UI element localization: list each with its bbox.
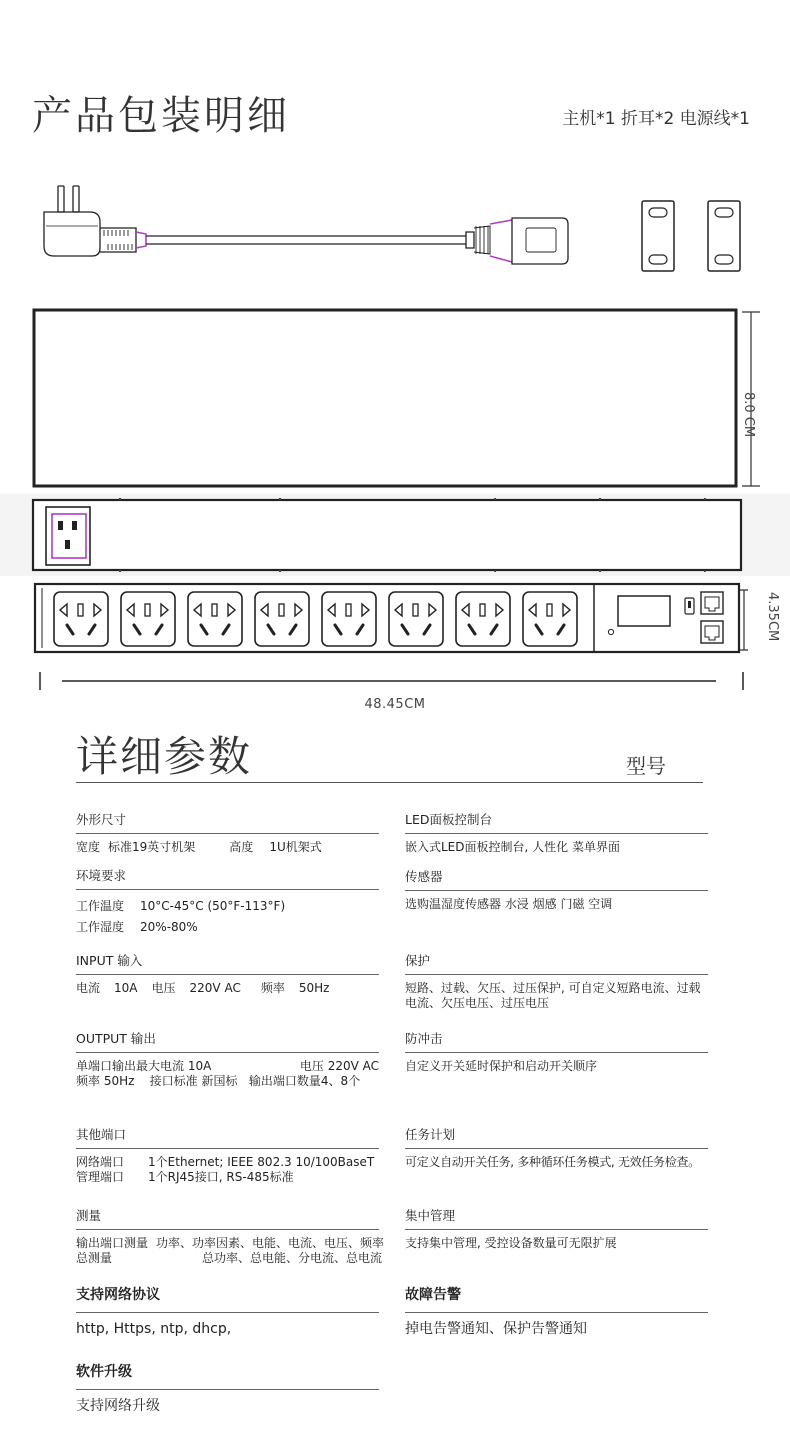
spec-section-protocols — [76, 1284, 379, 1337]
spec-section-header: 软件升级 — [76, 1361, 379, 1390]
spec-section-schedule — [405, 1125, 708, 1170]
box-drawing — [34, 310, 760, 486]
spec-key: 管理端口 — [76, 1170, 125, 1184]
spec-value: 1U机架式 — [269, 840, 322, 854]
spec-section-output — [76, 1029, 379, 1089]
spec-section-dimensions — [76, 810, 379, 855]
spec-section-header: 外形尺寸 — [76, 810, 379, 834]
spec-section-other-ports — [76, 1125, 379, 1185]
spec-text: 自定义开关延时保护和启动开关顺序 — [405, 1059, 598, 1073]
spec-key: 频率 — [260, 981, 285, 995]
spec-line: 单端口输出最大电流 10A — [76, 1059, 212, 1073]
box-height-dimension-label: 8.0 CM — [741, 392, 756, 438]
spec-value: 1个Ethernet; IEEE 802.3 10/100BaseT — [148, 1155, 375, 1169]
spec-key: 输出端口测量 — [76, 1236, 149, 1250]
spec-text: 支持网络升级 — [76, 1398, 160, 1414]
spec-section-sensors — [405, 867, 708, 912]
spec-key: 宽度 — [76, 840, 101, 854]
spec-section-header: 故障告警 — [405, 1284, 708, 1313]
spec-section-header: 环境要求 — [76, 866, 379, 890]
spec-value: 标准19英寸机架 — [108, 840, 196, 854]
spec-value: 总功率、总电能、分电流、总电流 — [202, 1251, 383, 1265]
spec-section-header: 保护 — [405, 951, 708, 975]
spec-key: 高度 — [229, 840, 254, 854]
spec-text: 掉电告警通知、保护告警通知 — [405, 1321, 587, 1337]
spec-section-led-panel — [405, 810, 708, 855]
spec-text: 嵌入式LED面板控制台, 人性化 菜单界面 — [405, 840, 620, 854]
spec-value: 220V AC — [189, 981, 241, 995]
spec-text: 可定义自动开关任务, 多种循环任务模式, 无效任务检查。 — [405, 1155, 700, 1169]
mounting-ears-drawing — [642, 201, 740, 271]
spec-line: 频率 50Hz 接口标准 新国标 输出端口数量4、8个 — [76, 1074, 361, 1088]
spec-value: 50Hz — [298, 981, 330, 995]
power-cord-drawing — [44, 186, 568, 264]
spec-section-header: 传感器 — [405, 867, 708, 891]
package-contents: 主机*1 折耳*2 电源线*1 — [562, 109, 750, 129]
spec-key: 电流 — [76, 981, 101, 995]
spec-section-header: INPUT 输入 — [76, 951, 379, 975]
spec-section-central-mgmt — [405, 1206, 708, 1251]
spec-section-measurement — [76, 1206, 385, 1266]
spec-line: 电压 220V AC — [299, 1059, 379, 1073]
spec-text: 选购温湿度传感器 水浸 烟感 门磁 空调 — [405, 897, 613, 911]
specs-divider — [76, 782, 703, 783]
spec-section-header: 支持网络协议 — [76, 1284, 379, 1313]
spec-section-header: OUTPUT 输出 — [76, 1029, 379, 1053]
spec-value: 1个RJ45接口, RS-485标准 — [148, 1170, 294, 1184]
spec-section-header: 集中管理 — [405, 1206, 708, 1230]
spec-section-environment — [76, 866, 379, 938]
spec-section-upgrade — [76, 1361, 379, 1414]
spec-value: 10A — [114, 981, 138, 995]
spec-text: 短路、过载、欠压、过压保护, 可自定义短路电流、过载电流、欠压电压、过压电压 — [405, 981, 701, 1010]
spec-key: 工作温度 — [76, 899, 125, 913]
spec-section-header: LED面板控制台 — [405, 810, 708, 834]
spec-section-surge — [405, 1029, 708, 1074]
spec-key: 电压 — [151, 981, 176, 995]
spec-key: 总测量 — [76, 1251, 113, 1265]
spec-section-header: 其他端口 — [76, 1125, 379, 1149]
pdu-height-dimension-label: 4.35CM — [765, 592, 780, 642]
spec-section-header: 防冲击 — [405, 1029, 708, 1053]
width-dimension-label: 48.45CM — [364, 697, 426, 712]
spec-key: 工作湿度 — [76, 920, 125, 934]
spec-key: 网络端口 — [76, 1155, 125, 1169]
pdu-rear-drawing — [0, 494, 790, 576]
spec-value: 20%-80% — [140, 920, 198, 934]
spec-section-alarms — [405, 1284, 708, 1337]
package-title: 产品包装明细 — [32, 93, 290, 139]
spec-value: 10°C-45°C (50°F-113°F) — [140, 899, 286, 913]
spec-section-protection — [405, 951, 708, 1011]
specs-title: 详细参数 — [76, 732, 253, 781]
spec-section-header: 任务计划 — [405, 1125, 708, 1149]
spec-text: http, Https, ntp, dhcp, — [76, 1321, 232, 1337]
spec-value: 功率、功率因素、电能、电流、电压、频率 — [156, 1236, 385, 1250]
model-label: 型号 — [626, 754, 666, 778]
pdu-front-drawing — [35, 584, 748, 652]
spec-section-header: 测量 — [76, 1206, 379, 1230]
spec-text: 支持集中管理, 受控设备数量可无限扩展 — [405, 1236, 617, 1250]
spec-section-input — [76, 951, 379, 996]
width-dimension-line — [40, 672, 743, 690]
product-drawings — [0, 0, 790, 720]
